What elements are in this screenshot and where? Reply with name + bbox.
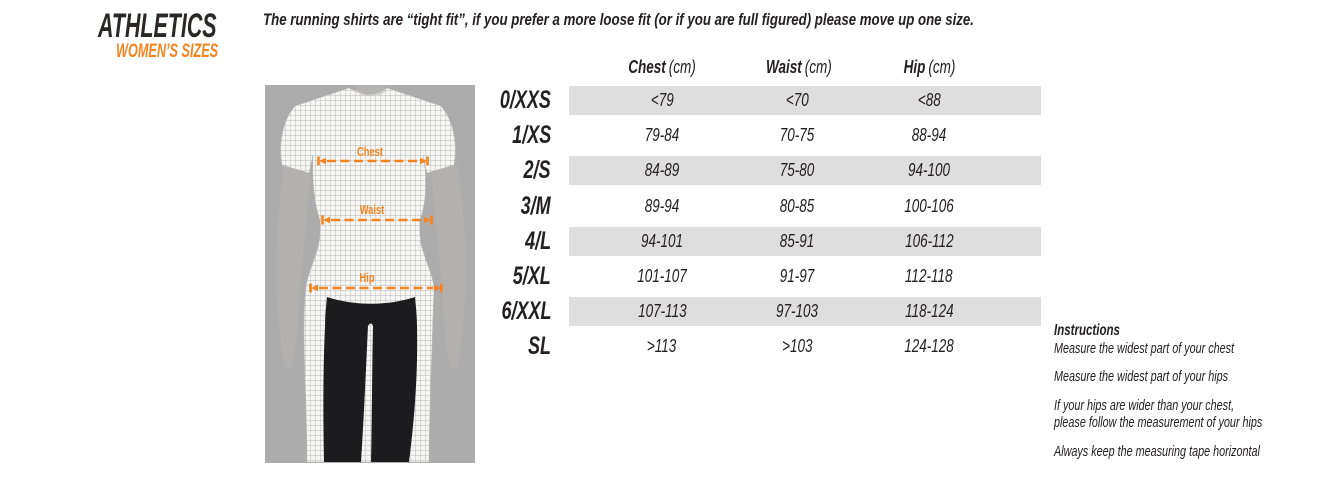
hip-guide-label: Hip [359,271,375,286]
hip-value: 106-112 [904,230,954,251]
size-label: 2/S [523,156,551,185]
size-row [480,85,1041,120]
waist-guide-label: Waist [359,203,385,218]
chest-value: <79 [650,90,674,110]
instruction-line: please follow the measurement of your hips [1054,414,1263,431]
column-header-hip [839,56,1019,85]
instruction-line: Always keep the measuring tape horizontal [1054,442,1260,460]
size-row [480,296,1041,331]
waist-value: 75-80 [779,160,815,181]
size-label: SL [527,332,551,361]
chest-value: 94-101 [640,230,684,251]
size-row [480,155,1041,190]
size-row [480,331,1041,366]
hip-value: 124-128 [904,336,954,357]
hip-value: 88-94 [911,125,947,146]
chest-guide-label: Chest [357,145,383,160]
waist-header-unit: (cm) [804,57,832,77]
waist-value: 80-85 [779,195,815,216]
column-header-waist [755,56,839,85]
column-header-chest [569,56,755,85]
waist-value: >103 [781,336,813,357]
hip-header-unit: (cm) [927,57,955,77]
instructions-title: Instructions [1054,322,1120,339]
size-label: 0/XXS [499,86,551,114]
waist-value: 85-91 [779,230,815,251]
size-row [480,261,1041,296]
chest-value: 107-113 [637,301,687,322]
chest-header-label: Chest [628,57,666,77]
instruction-line: If your hips are wider than your chest, [1054,396,1235,414]
hip-value: 118-124 [904,301,954,322]
brand-subtitle-text: WOMEN’S SIZES [116,40,219,62]
size-table-header [480,45,1041,85]
size-label: 1/XS [511,121,551,150]
chest-value: 101-107 [637,265,687,286]
brand-subtitle [116,41,273,62]
brand-logo [98,8,286,44]
chest-header-unit: (cm) [668,57,696,77]
instruction-line: Measure the widest part of your hips [1054,368,1229,385]
size-table [480,45,1041,367]
waist-value: <70 [785,90,809,110]
hip-header-label: Hip [903,57,925,77]
size-row [480,226,1041,261]
size-label: 6/XXL [500,297,551,326]
size-label: 4/L [524,226,551,255]
size-row [480,120,1041,155]
hip-value: <88 [917,90,941,110]
instructions-section [1054,322,1330,471]
waist-header-label: Waist [765,57,802,77]
instruction-line: Measure the widest part of your chest [1054,339,1235,357]
size-row [480,191,1041,226]
waist-value: 91-97 [779,265,815,286]
waist-value: 70-75 [779,125,815,146]
chest-value: 79-84 [644,125,680,146]
figure-illustration [265,85,475,463]
chest-value: 89-94 [644,195,680,216]
hip-value: 112-118 [905,265,953,286]
waist-value: 97-103 [775,301,819,322]
size-label: 5/XL [512,261,551,290]
chest-value: >113 [647,336,677,357]
fit-notice-text: The running shirts are “tight fit”, if you prefer a more loose fit (or if you are full figured) please move up one size. [263,10,974,29]
chest-value: 84-89 [644,160,680,181]
brand-name-text: ATHLETICS [98,7,217,45]
size-label: 3/M [520,191,551,220]
measurement-figure [265,85,475,463]
hip-value: 100-106 [904,195,954,216]
fit-notice [263,7,1003,33]
hip-value: 94-100 [907,160,951,181]
